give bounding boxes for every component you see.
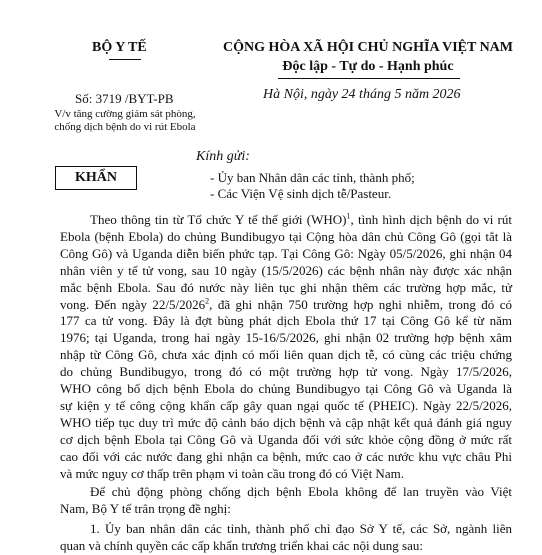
recipient-item-2: - Các Viện Vệ sinh dịch tễ/Pasteur. [210,186,392,201]
body-line: Ebola (bệnh Ebola) do chủng Bundibugyo tại Cộng hòa dân chủ Công Gô (gọi tắt là [60,228,512,244]
ministry-underline [109,59,141,60]
recipient-item-1: - Ủy ban Nhân dân các tỉnh, thành phố; [210,170,415,185]
body-line: Để chủ động phòng chống dịch bệnh Ebola không để lan truyền vào Việt [90,484,512,499]
nation-motto: Độc lập - Tự do - Hạnh phúc [282,59,454,74]
footnote-ref: 2 [205,296,210,306]
body-line: vong. Đến ngày 22/5/2026$^2$, đã ghi nhận 750 trường hợp nghi nhiễm, trong đó có [60,296,512,312]
body-line: Công Gô) và Uganda diễn biến phức tạp. Tại Công Gô: Ngày 05/5/2026, ghi nhận 04 [60,245,512,261]
body-paragraph-1 [60,212,512,483]
motto-underline [278,78,460,79]
body-line: và mức nguy cơ thấp trên phạm vi toàn cầu trong đó có Việt Nam. [60,465,404,481]
body-paragraph-2 [60,484,512,518]
body-line: Nam, Bộ Y tế trân trọng đề nghị: [60,500,231,516]
urgency-stamp [55,166,137,190]
body-paragraph-3 [60,521,512,555]
body-line: cơ dịch bệnh Ebola tại Công Gô và Uganda đối với sức khỏe cộng đồng ở mức rất [60,431,512,447]
footnote-ref: 1 [346,211,351,221]
body-line: do chủng Bundibugyo, trong đó có một trường hợp tử vong. Ngày 17/5/2026, [60,364,512,380]
body-line: Theo thông tin từ Tổ chức Y tế thế giới (WHO)$^1$, tình hình dịch bệnh do vi rút [90,211,512,227]
nation-name: CỘNG HÒA XÃ HỘI CHỦ NGHĨA VIỆT NAM [222,40,513,55]
body-line: sự kiện y tế công cộng khẩn cấp gây quan ngại quốc tế (PHEIC). Ngày 22/5/2026, [60,397,512,413]
place-and-date: Hà Nội, ngày 24 tháng 5 năm 2026 [263,87,461,102]
subject-line-1: V/v tăng cường giám sát phòng, [54,108,196,120]
body-line: nhân viên y tế tử vong, sau 10 ngày (15/5/2026) các bệnh nhân này được xác nhận [60,262,512,278]
body-line: 1. Ủy ban nhân dân các tỉnh, thành phố chỉ đạo Sở Y tế, các Sở, ngành liên [90,521,512,536]
body-line: mắc bệnh Ebola. Sau đó nước này liên tục ghi nhận thêm các trường hợp mắc, tử [60,279,512,295]
recipients-label: Kính gửi: [196,149,250,164]
body-line: WHO tiếp tục duy trì mức độ cảnh báo dịch bệnh và cập nhật kết quả đánh giá nguy [60,414,512,430]
body-line: cao đối với các nước đang ghi nhận ca bệnh, mức cao ở các nước khu vực châu Phi [60,448,512,464]
document-number: Số: 3719 /BYT-PB [75,91,174,106]
urgency-label: KHẨN [75,170,117,185]
subject-line-2: chống dịch bệnh do vi rút Ebola [54,121,196,133]
body-line: 1976; tại Uganda, trong hai ngày 15-16/5/2026, ghi nhận 02 trường hợp bệnh xâm [60,330,512,346]
body-line: 177 ca tử vong. Đây là đợt bùng phát dịch Ebola thứ 17 tại Công Gô kể từ năm [60,313,512,329]
body-line: WHO công bố dịch bệnh Ebola do chủng Bundibugyo tại Công Gô và Uganda là [60,381,512,397]
ministry-name: BỘ Y TẾ [92,40,147,55]
body-line: quan và chính quyền các cấp khẩn trương triển khai các nội dung sau: [60,537,423,553]
body-line: nhập từ Công Gô, chưa xác định có mối liên quan dịch tễ, có cùng các triệu chứng [60,347,512,363]
